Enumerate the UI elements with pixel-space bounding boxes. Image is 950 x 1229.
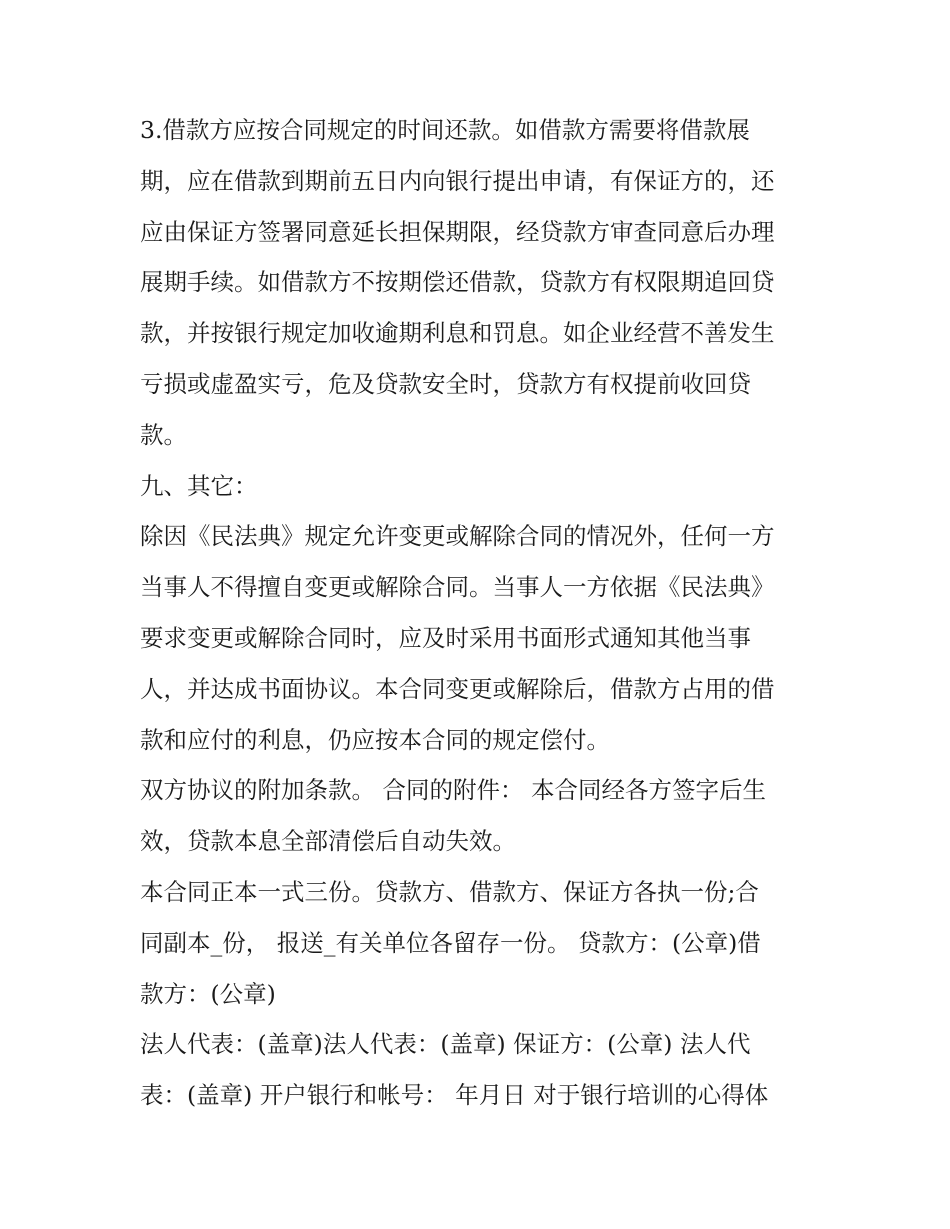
text-line: 除因《民法典》规定允许变更或解除合同的情况外，任何一方 — [140, 522, 775, 551]
text-line: 款方：(公章) — [140, 979, 276, 1008]
text-line: 双方协议的附加条款。 合同的附件： 本合同经各方签字后生 — [140, 776, 766, 805]
text-line: 当事人不得擅自变更或解除合同。当事人一方依据《民法典》 — [140, 573, 775, 602]
text-line: 期，应在借款到期前五日内向银行提出申请，有保证方的，还 — [140, 166, 775, 195]
text-line: 表：(盖章) 开户银行和帐号： 年月日 对于银行培训的心得体 — [140, 1081, 769, 1110]
text-line: 人，并达成书面协议。本合同变更或解除后，借款方占用的借 — [140, 674, 775, 703]
text-line: 同副本_份， 报送_有关单位各留存一份。 贷款方：(公章)借 — [140, 928, 761, 957]
text-line: 法人代表：(盖章)法人代表：(盖章) 保证方：(公章) 法人代 — [140, 1030, 751, 1059]
text-line: 款，并按银行规定加收逾期利息和罚息。如企业经营不善发生 — [140, 319, 775, 348]
text-line: 亏损或虚盈实亏，危及贷款安全时，贷款方有权提前收回贷 — [140, 369, 751, 398]
text-line: 3.借款方应按合同规定的时间还款。如借款方需要将借款展 — [140, 116, 750, 144]
text-line: 效，贷款本息全部清偿后自动失效。 — [140, 827, 516, 856]
document-body — [140, 105, 812, 1121]
text-line: 本合同正本一式三份。贷款方、借款方、保证方各执一份;合 — [140, 877, 759, 906]
section-heading: 九、其它： — [140, 471, 258, 500]
text-line: 款。 — [140, 420, 187, 449]
text-line: 款和应付的利息，仍应按本合同的规定偿付。 — [140, 725, 610, 754]
text-line: 应由保证方签署同意延长担保期限，经贷款方审查同意后办理 — [140, 217, 775, 246]
text-line: 展期手续。如借款方不按期偿还借款，贷款方有权限期追回贷 — [140, 268, 775, 297]
text-line: 要求变更或解除合同时，应及时采用书面形式通知其他当事 — [140, 623, 751, 652]
